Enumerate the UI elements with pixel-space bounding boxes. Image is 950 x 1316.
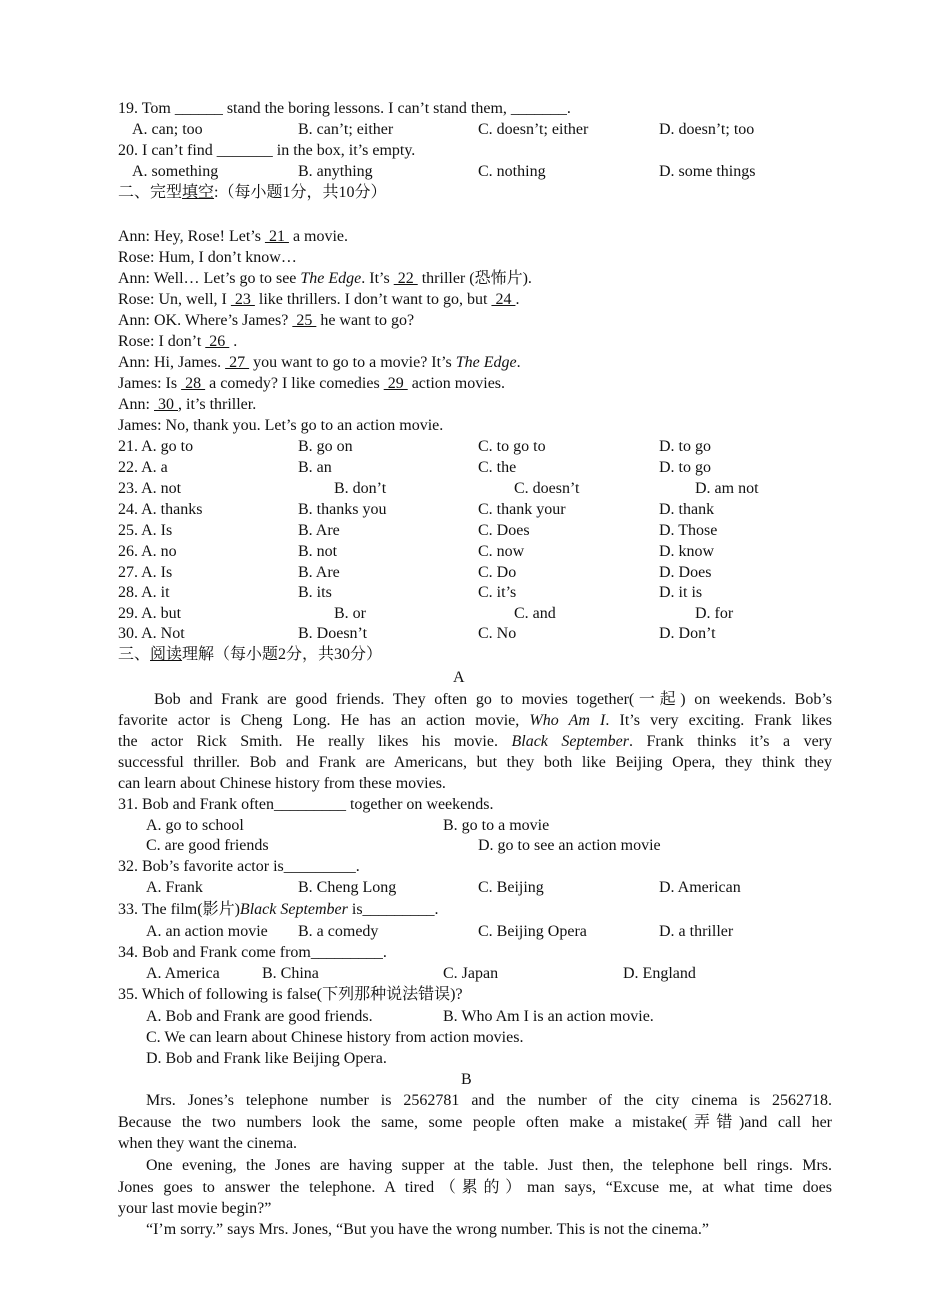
question-33-option-c: C. Beijing Opera: [478, 923, 587, 940]
question-33-stem: 33. The film(影片)Black September is_________.: [118, 901, 439, 918]
question-20-option-a: A. something: [132, 163, 219, 180]
cloze-29-option-c: C. and: [514, 605, 556, 622]
question-32-option-b: B. Cheng Long: [298, 879, 397, 896]
passage-a-line-2: favorite actor is Cheng Long. He has an action movie, Who Am I. It’s very exciting. Frank likes: [118, 712, 832, 729]
blank-22: 22: [393, 270, 418, 287]
question-34-option-a: A. America: [146, 965, 220, 982]
question-19-option-a: A. can; too: [132, 121, 203, 138]
cloze-24-option-c: C. thank your: [478, 501, 566, 518]
cloze-24-option-a: 24. A. thanks: [118, 501, 203, 518]
cloze-21-option-d: D. to go: [659, 438, 711, 455]
cloze-24-option-d: D. thank: [659, 501, 715, 518]
passage-b-para-2-line-1: One evening, the Jones are having supper at the table. Just then, the telephone bell rings. Mrs.: [146, 1157, 832, 1174]
blank-30: 30: [154, 396, 178, 413]
cloze-25-option-c: C. Does: [478, 522, 530, 539]
cloze-25-option-b: B. Are: [298, 522, 340, 539]
question-34-option-b: B. China: [262, 965, 319, 982]
cloze-21-option-c: C. to go to: [478, 438, 546, 455]
cloze-22-option-c: C. the: [478, 459, 517, 476]
cloze-22-option-d: D. to go: [659, 459, 711, 476]
cloze-26-option-a: 26. A. no: [118, 543, 177, 560]
question-31-option-c: C. are good friends: [146, 837, 269, 854]
passage-b-heading: B: [461, 1071, 472, 1088]
cloze-21-option-b: B. go on: [298, 438, 353, 455]
cloze-28-option-a: 28. A. it: [118, 584, 170, 601]
cloze-30-option-d: D. Don’t: [659, 625, 716, 642]
dialogue-line-1: Ann: Hey, Rose! Let’s 21 a movie.: [118, 228, 349, 245]
cloze-23-option-b: B. don’t: [334, 480, 387, 497]
cloze-23-option-d: D. am not: [695, 480, 759, 497]
question-32-option-a: A. Frank: [146, 879, 203, 896]
passage-b-para-2-line-2: Jones goes to answer the telephone. A tired（累的）man says, “Excuse me, at what time does: [118, 1179, 832, 1196]
cloze-28-option-c: C. it’s: [478, 584, 517, 601]
cloze-30-option-b: B. Doesn’t: [298, 625, 368, 642]
blank-29: 29: [383, 375, 408, 392]
dialogue-line-2: Rose: Hum, I don’t know…: [118, 249, 297, 266]
question-35-option-b: B. Who Am I is an action movie.: [443, 1008, 654, 1025]
question-32-stem: 32. Bob’s favorite actor is_________.: [118, 858, 360, 875]
blank-27: 27: [225, 354, 250, 371]
cloze-28-option-b: B. its: [298, 584, 332, 601]
cloze-29-option-d: D. for: [695, 605, 734, 622]
passage-b-para-1-line-3: when they want the cinema.: [118, 1135, 298, 1152]
cloze-30-option-a: 30. A. Not: [118, 625, 185, 642]
question-19-option-c: C. doesn’t; either: [478, 121, 589, 138]
dialogue-line-7: Ann: Hi, James. 27 you want to go to a movie? It’s The Edge.: [118, 354, 521, 371]
passage-b-para-2-line-3: your last movie begin?”: [118, 1200, 272, 1217]
question-31-stem: 31. Bob and Frank often_________ together on weekends.: [118, 796, 494, 813]
cloze-26-option-b: B. not: [298, 543, 338, 560]
question-34-option-d: D. England: [623, 965, 696, 982]
question-33-option-a: A. an action movie: [146, 923, 268, 940]
cloze-21-option-a: 21. A. go to: [118, 438, 194, 455]
cloze-24-option-b: B. thanks you: [298, 501, 387, 518]
question-20-option-b: B. anything: [298, 163, 373, 180]
question-20-stem: 20. I can’t find _______ in the box, it’s empty.: [118, 142, 416, 159]
cloze-27-option-a: 27. A. Is: [118, 564, 173, 581]
question-20-option-d: D. some things: [659, 163, 756, 180]
question-35-option-a: A. Bob and Frank are good friends.: [146, 1008, 373, 1025]
blank-21: 21: [264, 228, 289, 245]
question-33-option-b: B. a comedy: [298, 923, 379, 940]
question-32-option-d: D. American: [659, 879, 741, 896]
cloze-27-option-d: D. Does: [659, 564, 712, 581]
passage-a-line-3: the actor Rick Smith. He really likes his movie. Black September. Frank thinks it’s a very: [118, 733, 833, 750]
question-33-option-d: D. a thriller: [659, 923, 734, 940]
cloze-29-option-b: B. or: [334, 605, 366, 622]
blank-25: 25: [292, 312, 317, 329]
cloze-23-option-a: 23. A. not: [118, 480, 182, 497]
blank-23: 23: [230, 291, 255, 308]
cloze-30-option-c: C. No: [478, 625, 517, 642]
question-19-option-d: D. doesn’t; too: [659, 121, 755, 138]
blank-28: 28: [181, 375, 206, 392]
question-35-option-d: D. Bob and Frank like Beijing Opera.: [146, 1050, 387, 1067]
question-31-option-a: A. go to school: [146, 817, 244, 834]
cloze-27-option-b: B. Are: [298, 564, 340, 581]
question-31-option-d: D. go to see an action movie: [478, 837, 661, 854]
cloze-25-option-a: 25. A. Is: [118, 522, 173, 539]
cloze-25-option-d: D. Those: [659, 522, 718, 539]
question-31-option-b: B. go to a movie: [443, 817, 550, 834]
passage-a-heading: A: [453, 669, 465, 686]
dialogue-line-8: James: Is 28 a comedy? I like comedies 29 action movies.: [118, 375, 506, 392]
passage-a-line-1: Bob and Frank are good friends. They often go to movies together(一起) on weekends. Bob’s: [154, 691, 832, 708]
dialogue-line-4: Rose: Un, well, I 23 like thrillers. I don’t want to go, but 24 .: [118, 291, 520, 308]
passage-b-para-3-line-1: “I’m sorry.” says Mrs. Jones, “But you have the wrong number. This is not the cinema.”: [146, 1221, 709, 1238]
passage-a-line-5: can learn about Chinese history from these movies.: [118, 775, 446, 792]
question-19-option-b: B. can’t; either: [298, 121, 394, 138]
passage-b-para-1-line-1: Mrs. Jones’s telephone number is 2562781 and the number of the city cinema is 2562718.: [146, 1092, 832, 1109]
question-19-stem: 19. Tom ______ stand the boring lessons. I can’t stand them, _______.: [118, 100, 571, 117]
dialogue-line-6: Rose: I don’t 26 .: [118, 333, 238, 350]
section-3-heading: 三、阅读理解（每小题2分，共30分）: [118, 646, 383, 663]
question-32-option-c: C. Beijing: [478, 879, 544, 896]
section-2-heading: 二、完型填空:（每小题1分，共10分）: [118, 184, 387, 201]
cloze-27-option-c: C. Do: [478, 564, 517, 581]
cloze-22-option-b: B. an: [298, 459, 332, 476]
cloze-22-option-a: 22. A. a: [118, 459, 168, 476]
question-20-option-c: C. nothing: [478, 163, 546, 180]
cloze-26-option-d: D. know: [659, 543, 715, 560]
cloze-23-option-c: C. doesn’t: [514, 480, 580, 497]
passage-a-line-4: successful thriller. Bob and Frank are Americans, but they both like Beijing Opera, they think they: [118, 754, 832, 771]
cloze-26-option-c: C. now: [478, 543, 525, 560]
dialogue-line-9: Ann: 30 , it’s thriller.: [118, 396, 257, 413]
cloze-29-option-a: 29. A. but: [118, 605, 182, 622]
passage-b-para-1-line-2: Because the two numbers look the same, some people often make a mistake(弄错)and call her: [118, 1114, 832, 1131]
question-34-option-c: C. Japan: [443, 965, 499, 982]
dialogue-line-3: Ann: Well… Let’s go to see The Edge. It’s 22 thriller (恐怖片).: [118, 270, 532, 287]
blank-24: 24: [491, 291, 516, 308]
question-35-stem: 35. Which of following is false(下列那种说法错误)?: [118, 986, 463, 1003]
cloze-28-option-d: D. it is: [659, 584, 703, 601]
blank-26: 26: [205, 333, 230, 350]
question-35-option-c: C. We can learn about Chinese history from action movies.: [146, 1029, 524, 1046]
question-34-stem: 34. Bob and Frank come from_________.: [118, 944, 387, 961]
dialogue-line-5: Ann: OK. Where’s James? 25 he want to go?: [118, 312, 415, 329]
dialogue-line-10: James: No, thank you. Let’s go to an action movie.: [118, 417, 444, 434]
